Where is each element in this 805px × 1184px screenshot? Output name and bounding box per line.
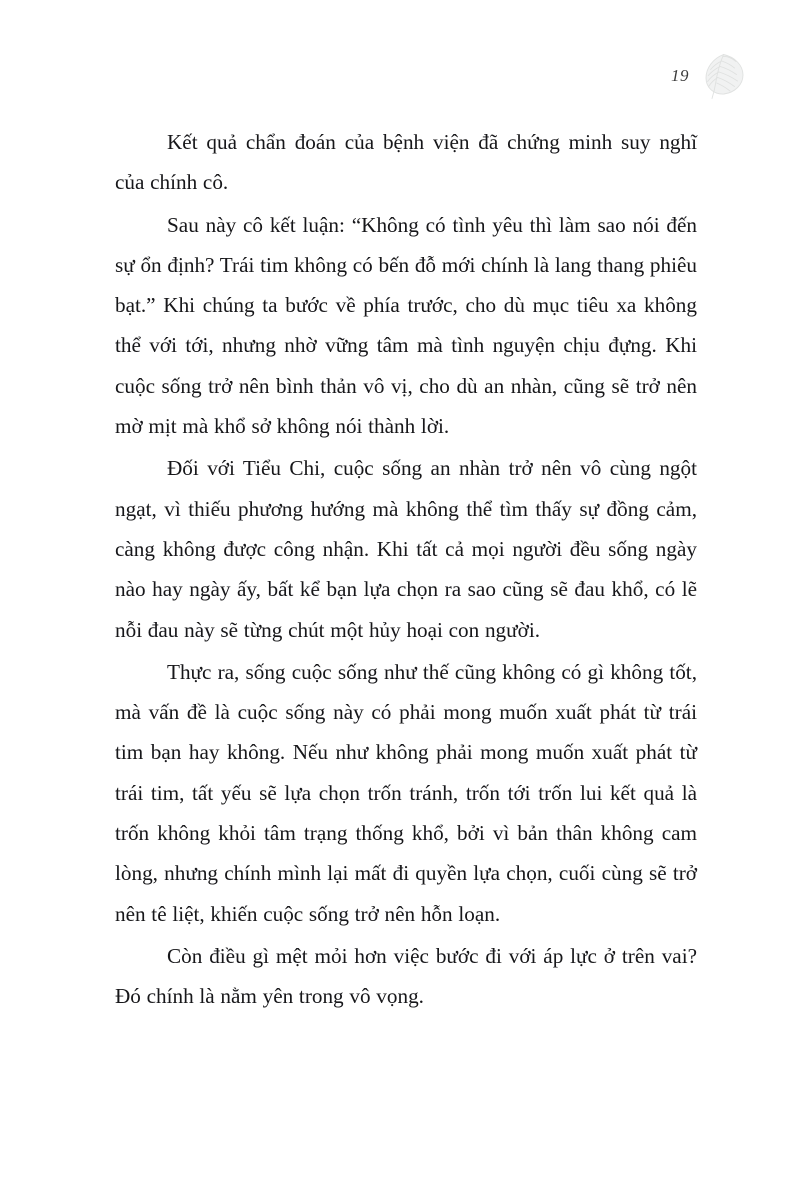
running-head — [671, 48, 747, 102]
paragraph: Còn điều gì mệt mỏi hơn việc bước đi với áp lực ở trên vai? Đó chính là nằm yên trong vô vọng. — [115, 943, 697, 1009]
paragraph: Thực ra, sống cuộc sống như thế cũng không có gì không tốt, mà vấn đề là cuộc sống này có phải mong muốn xuất phát từ trái tim bạn hay không. Nếu như không phải mong muốn xuất phát từ trái tim, tất yếu sẽ lựa chọn trốn tránh, trốn tới trốn lui kết quả là trốn không khỏi tâm trạng thống khổ, bởi vì bản thân không cam lòng, nhưng chính mình lại mất đi quyền lựa chọn, cuối cùng sẽ trở nên tê liệt, khiến cuộc sống trở nên hỗn loạn. — [115, 659, 697, 926]
body-text — [115, 122, 697, 1017]
page-number: 19 — [671, 65, 689, 85]
paragraph: Đối với Tiểu Chi, cuộc sống an nhàn trở nên vô cùng ngột ngạt, vì thiếu phương hướng mà không thể tìm thấy sự đồng cảm, càng không được công nhận. Khi tất cả mọi người đều sống ngày nào hay ngày ấy, bất kể bạn lựa chọn ra sao cũng sẽ đau khổ, có lẽ nỗi đau này sẽ từng chút một hủy hoại con người. — [115, 456, 697, 642]
paragraph: Sau này cô kết luận: “Không có tình yêu thì làm sao nói đến sự ổn định? Trái tim không có bến đỗ mới chính là lang thang phiêu bạt.” Khi chúng ta bước về phía trước, cho dù mục tiêu xa không thể với tới, nhưng nhờ vững tâm mà tình nguyện chịu đựng. Khi cuộc sống trở nên bình thản vô vị, cho dù an nhàn, cũng sẽ trở nên mờ mịt mà khổ sở không nói thành lời. — [115, 212, 697, 439]
leaf-icon — [701, 50, 747, 100]
paragraph: Kết quả chẩn đoán của bệnh viện đã chứng minh suy nghĩ của chính cô. — [115, 130, 697, 195]
